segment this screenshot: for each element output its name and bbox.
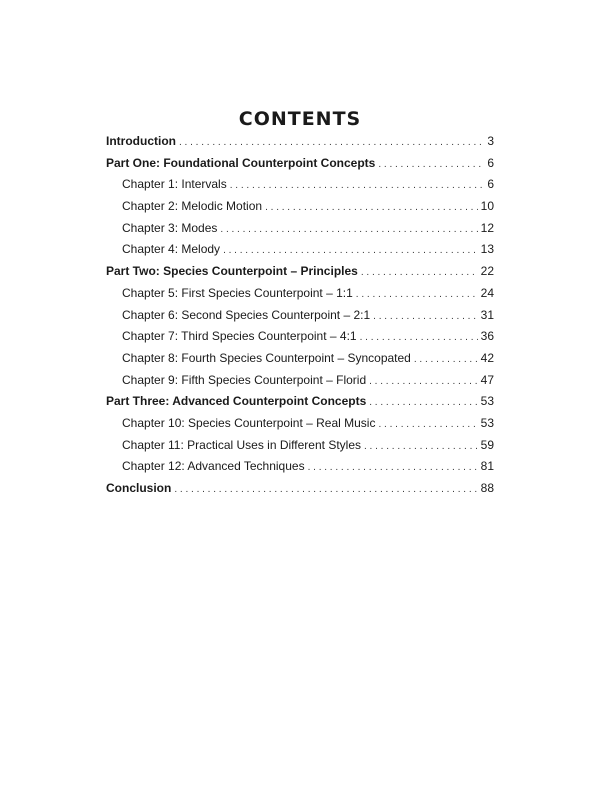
toc-chapter-entry [106,370,494,392]
toc-dot-leader [414,348,478,370]
toc-entry-label: Chapter 1: Intervals [122,177,227,192]
toc-page-number: 88 [480,481,494,495]
toc-dot-leader [373,305,477,327]
toc-entry-label: Chapter 4: Melody [122,242,221,257]
toc-dot-leader [364,435,478,457]
toc-entry-label: Chapter 10: Species Counterpoint – Real Music [122,415,376,430]
toc-entry-label: Chapter 2: Melodic Motion [122,199,263,214]
toc-page-number: 31 [480,307,494,322]
toc-page-number: 47 [480,372,494,387]
toc-dot-leader [378,153,484,175]
toc-chapter-entry [106,413,494,435]
toc-chapter-entry [106,305,494,327]
toc-part-entry [106,153,494,175]
toc-chapter-entry [106,196,494,218]
toc-part-entry [106,478,494,500]
toc-chapter-entry [106,239,494,261]
toc-entry-label: Chapter 11: Practical Uses in Different Styles [122,437,361,452]
toc-page-number: 59 [480,437,494,452]
toc-page-number: 3 [487,134,494,148]
toc-page-number: 22 [480,264,494,279]
toc-dot-leader [308,456,478,478]
page-title: CONTENTS [238,108,362,130]
toc-page-number: 53 [480,394,494,409]
toc-entry-label: Chapter 7: Third Species Counterpoint – 4:1 [122,329,357,344]
toc-dot-leader [360,326,478,348]
toc-entry-label: Chapter 9: Fifth Species Counterpoint – Florid [122,372,367,387]
toc-entry-label: Part One: Foundational Counterpoint Concepts [106,155,376,170]
table-of-contents [106,131,494,500]
toc-entry-label: Chapter 5: First Species Counterpoint – 1:1 [122,285,353,300]
toc-dot-leader [369,370,478,392]
toc-dot-leader [265,196,478,218]
toc-page-number: 10 [480,199,494,214]
toc-chapter-entry [106,174,494,196]
toc-page-number: 6 [487,155,494,170]
toc-chapter-entry [106,435,494,457]
toc-entry-label: Part Three: Advanced Counterpoint Concepts [106,394,367,409]
toc-part-entry [106,391,494,413]
toc-dot-leader [223,239,478,261]
toc-page-number: 24 [480,285,494,300]
toc-dot-leader [179,131,484,153]
toc-dot-leader [174,478,477,500]
toc-part-entry [106,261,494,283]
toc-entry-label: Chapter 3: Modes [122,220,218,235]
toc-entry-label: Chapter 8: Fourth Species Counterpoint – Syncopated [122,350,411,365]
toc-dot-leader [230,174,485,196]
toc-chapter-entry [106,326,494,348]
toc-page-number: 13 [480,242,494,257]
toc-dot-leader [356,283,478,305]
toc-page-number: 81 [480,459,494,474]
toc-dot-leader [369,391,477,413]
toc-entry-label: Part Two: Species Counterpoint – Principles [106,264,358,279]
toc-entry-label: Chapter 12: Advanced Techniques [122,459,305,474]
toc-page-number: 12 [480,220,494,235]
toc-chapter-entry [106,456,494,478]
toc-entry-label: Introduction [106,134,176,148]
toc-entry-label: Chapter 6: Second Species Counterpoint – 2:1 [122,307,371,322]
toc-dot-leader [361,261,478,283]
toc-chapter-entry [106,218,494,240]
toc-page-number: 53 [480,415,494,430]
toc-part-entry [106,131,494,153]
toc-page-number: 36 [480,329,494,344]
toc-dot-leader [220,218,477,240]
toc-dot-leader [378,413,477,435]
toc-chapter-entry [106,283,494,305]
toc-chapter-entry [106,348,494,370]
toc-page-number: 6 [487,177,494,192]
toc-page-number: 42 [480,350,494,365]
toc-entry-label: Conclusion [106,481,172,495]
